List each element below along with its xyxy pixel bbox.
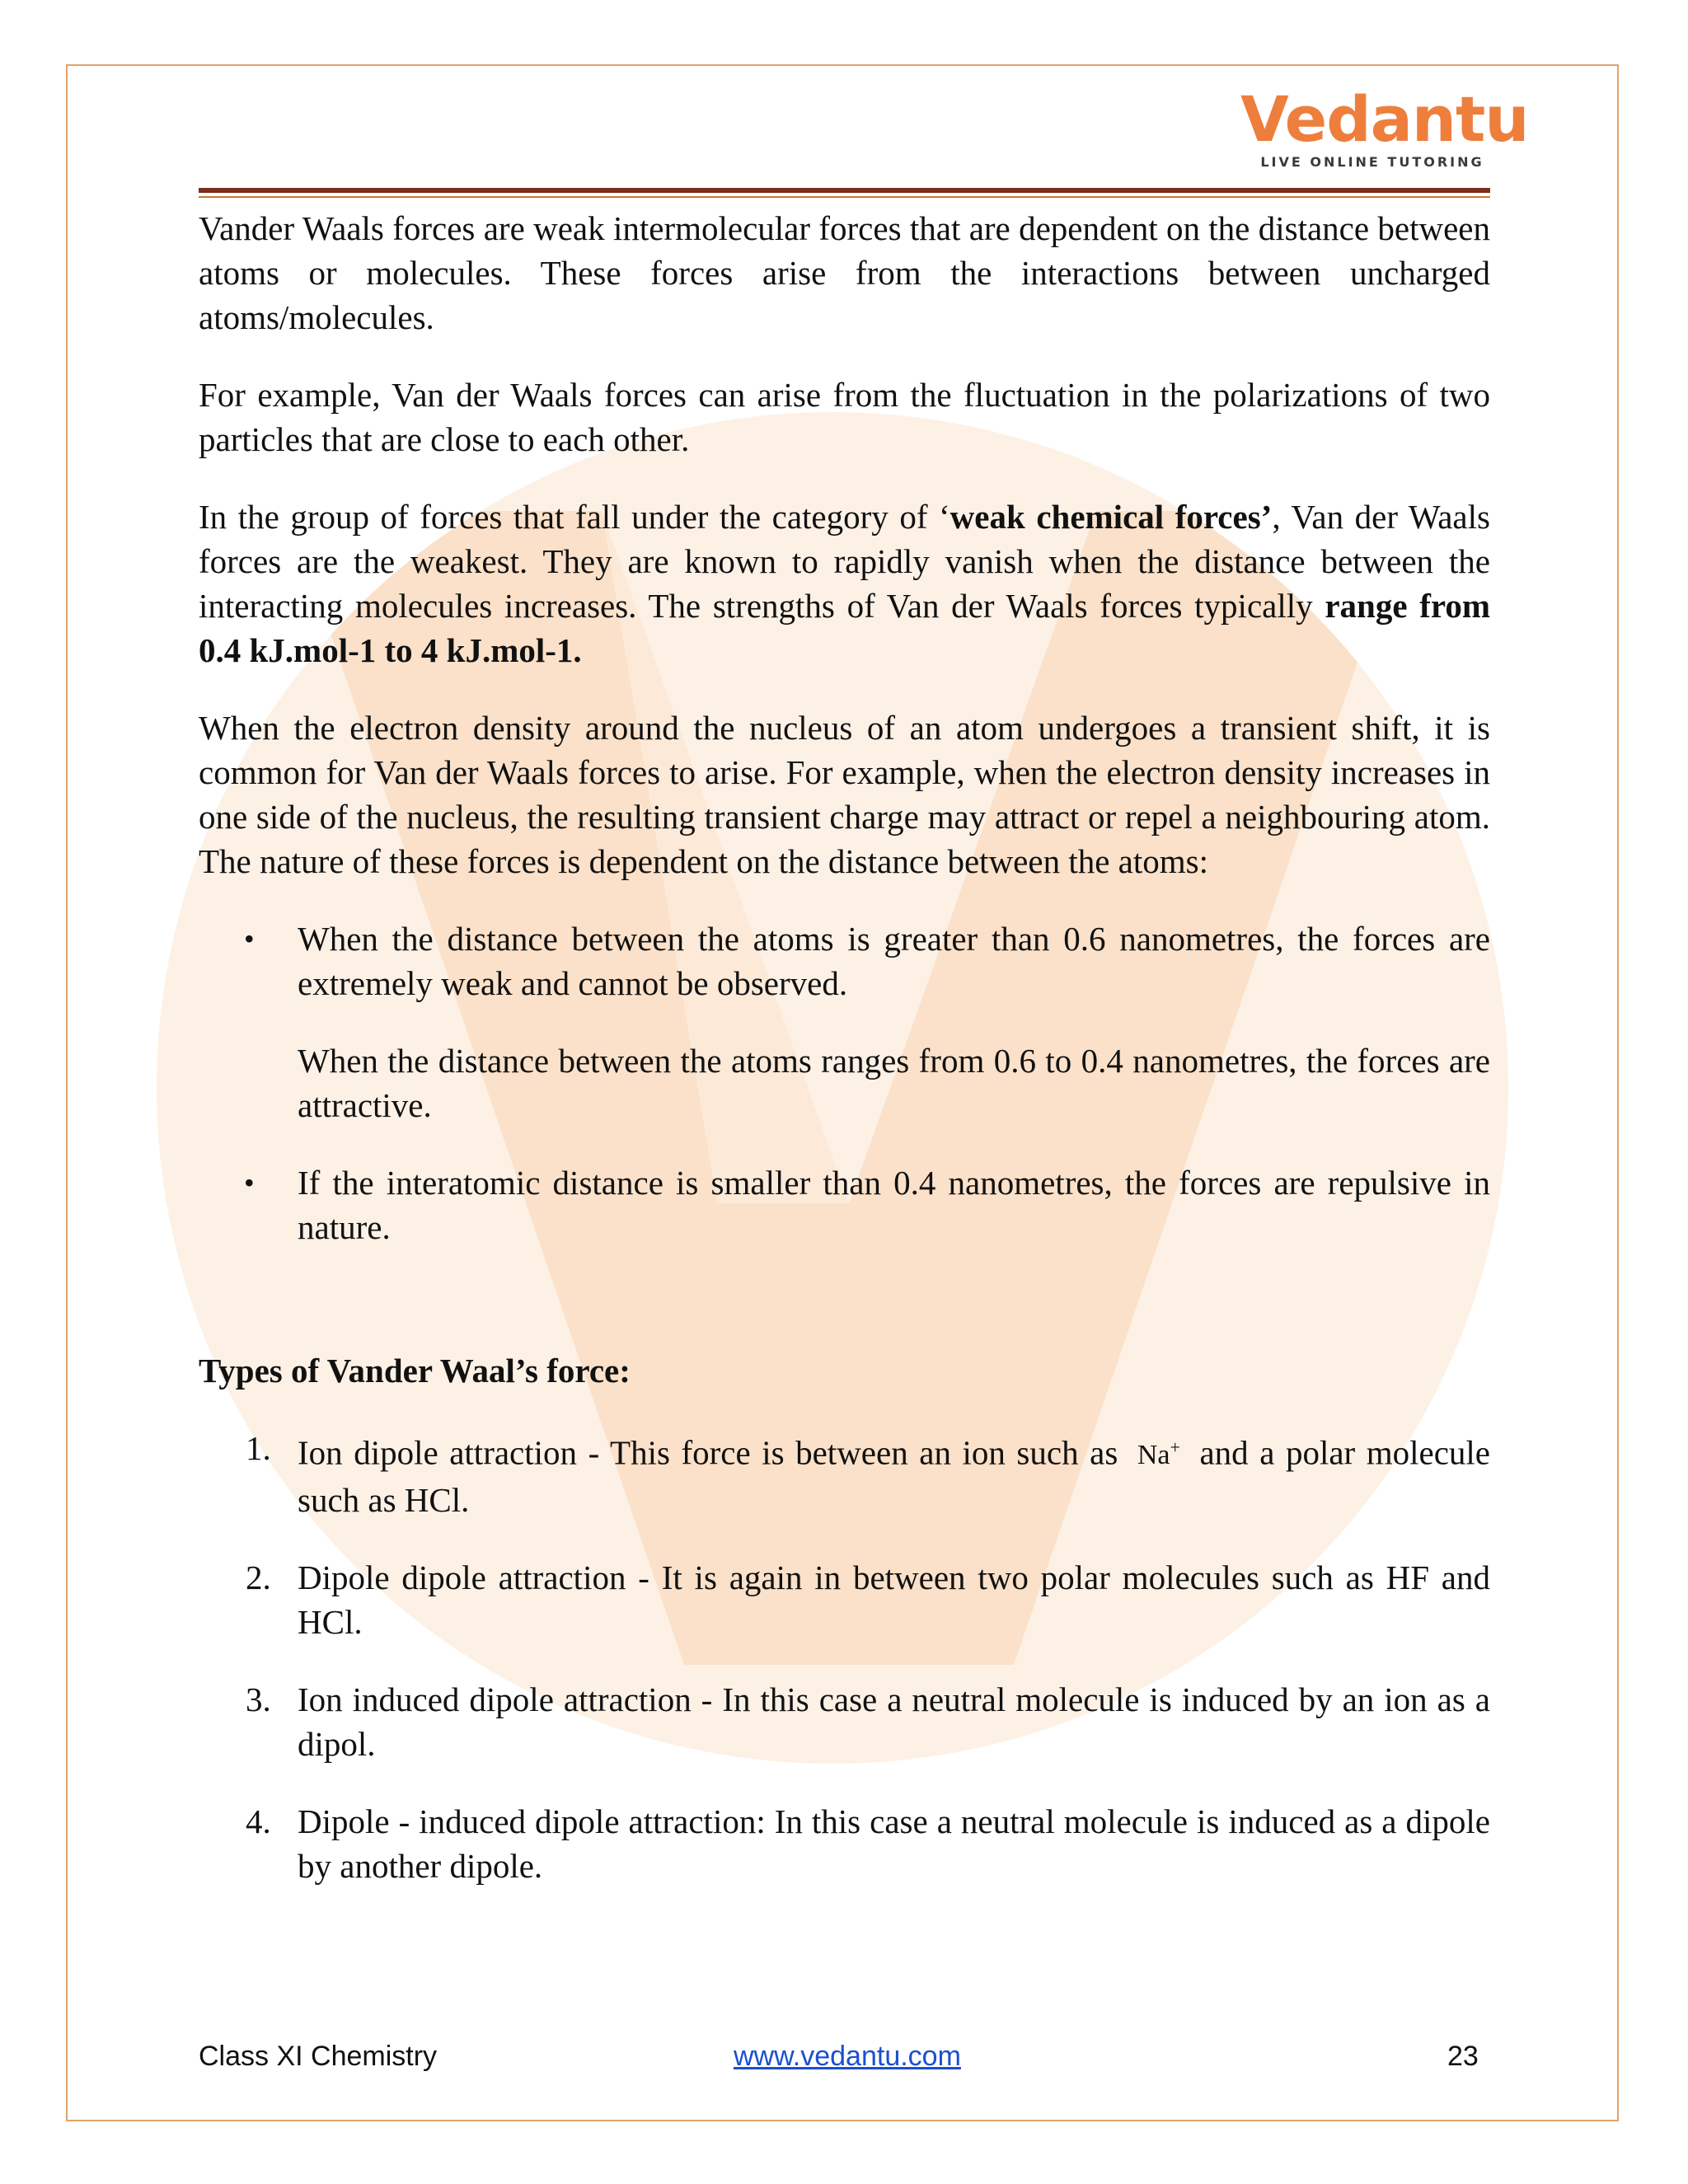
footer-website-link[interactable]: www.vedantu.com <box>734 2041 961 2072</box>
paragraph-electron-density: When the electron density around the nucleus of an atom undergoes a transient shift, it is common for Van der Waals forces to arise. For example, when the electron density increases in one side of the nucleus, the resulting transient charge may attract or repel a neighbouring atom. The nature of these forces is dependent on the distance between the atoms: <box>199 709 1490 880</box>
list-number: 1. <box>246 1429 271 1467</box>
ion-formula <box>1137 1437 1180 1471</box>
list-item <box>199 916 1490 1005</box>
list-item <box>199 1160 1490 1249</box>
list-item-text: When the distance between the atoms is greater than 0.6 nanometres, the forces are extremely weak and cannot be observed. <box>298 920 1490 1002</box>
list-item-continuation: When the distance between the atoms ranges from 0.6 to 0.4 nanometres, the forces are attractive. <box>298 1042 1490 1124</box>
list-item-text: Ion dipole attraction - This force is between an ion such as <box>298 1433 1118 1472</box>
logo-tagline: LIVE ONLINE TUTORING <box>1260 154 1484 170</box>
list-item-text: Dipole - induced dipole attraction: In this case a neutral molecule is induced as a dipole by another dipole. <box>298 1802 1490 1886</box>
paragraph-strength <box>199 494 1490 673</box>
header-rule <box>199 188 1490 193</box>
list-number: 2. <box>246 1558 271 1597</box>
list-item-text: and a polar molecule such as HCl. <box>298 1433 1490 1520</box>
list-item <box>199 1426 1490 1522</box>
list-item <box>199 1677 1490 1766</box>
bullet-icon: • <box>244 922 255 955</box>
footer-page-number: 23 <box>1447 2041 1479 2072</box>
paragraph-example: For example, Van der Waals forces can arise from the fluctuation in the polarizations of two particles that are close to each other. <box>199 376 1490 458</box>
list-item <box>199 1555 1490 1644</box>
list-item-text: If the interatomic distance is smaller than 0.4 nanometres, the forces are repulsive in nature. <box>298 1164 1490 1246</box>
distance-bullet-list <box>199 916 1490 1005</box>
bullet-icon: • <box>244 1166 255 1199</box>
types-numbered-list <box>199 1426 1490 1888</box>
paragraph-definition: Vander Waals forces are weak intermolecular forces that are dependent on the distance between atoms or molecules. These forces arise from the interactions between uncharged atoms/molecules. <box>199 209 1490 336</box>
ion-symbol: Na <box>1137 1440 1170 1471</box>
list-item-text: Ion induced dipole attraction - In this case a neutral molecule is induced by an ion as a dipol. <box>298 1680 1490 1764</box>
list-number: 3. <box>246 1680 271 1719</box>
bold-phrase-range: range from 0.4 kJ.mol-1 to 4 kJ.mol-1. <box>199 587 1490 669</box>
text-run: In the group of forces that fall under the category of ‘ <box>199 498 950 536</box>
page-content <box>199 206 1490 1921</box>
list-item-text: Dipole dipole attraction - It is again in between two polar molecules such as HF and HCl. <box>298 1558 1490 1642</box>
bold-phrase-weak-forces: weak chemical forces’ <box>950 498 1273 536</box>
text-run: , Van der Waals forces are the weakest. They are known to rapidly vanish when the distance between the interacting molecules increases. The strengths of Van der Waals forces typically <box>199 498 1490 625</box>
distance-bullet-list-2 <box>199 1160 1490 1249</box>
vedantu-logo <box>1240 78 1529 177</box>
section-heading-types: Types of Vander Waal’s force: <box>199 1352 631 1390</box>
list-number: 4. <box>246 1802 271 1841</box>
header-rule-thin <box>199 196 1490 198</box>
footer-class-label: Class XI Chemistry <box>199 2041 438 2072</box>
logo-wordmark: Vedantu <box>1240 82 1529 156</box>
ion-charge: + <box>1170 1437 1180 1458</box>
list-item <box>199 1799 1490 1888</box>
